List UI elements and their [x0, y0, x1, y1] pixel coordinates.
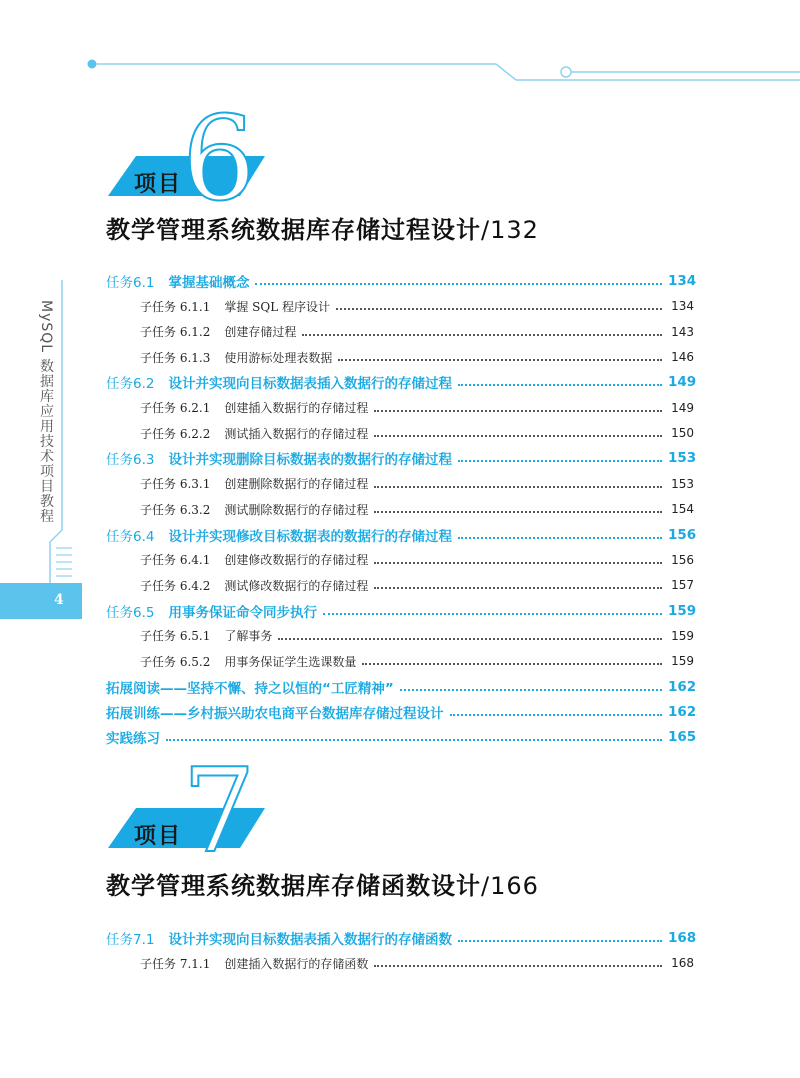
- toc-entry-label: [106, 702, 444, 722]
- toc-page-number: 153: [671, 476, 694, 491]
- toc-dot-leader: [374, 435, 662, 437]
- toc-entry-title: 设计并实现向目标数据表插入数据行的存储函数: [168, 932, 452, 948]
- toc-entry-label: [140, 653, 356, 670]
- toc-dot-leader: [450, 714, 663, 716]
- toc-page-number: 143: [671, 324, 694, 339]
- toc-page-number: 156: [668, 526, 697, 543]
- toc-entry-title: 创建删除数据行的存储过程: [224, 477, 369, 492]
- toc-dot-leader: [336, 308, 662, 310]
- toc-dot-leader: [374, 965, 662, 967]
- toc-entry-label: [140, 551, 368, 568]
- toc-subtask-entry[interactable]: [140, 650, 694, 672]
- toc-entry-code: 子任务 7.1.1: [140, 956, 211, 971]
- toc-entry-title: 测试插入数据行的存储过程: [224, 426, 369, 441]
- toc-entry-label: [106, 271, 249, 291]
- toc-subtask-entry[interactable]: [140, 295, 694, 317]
- project-label: 项目: [134, 824, 183, 849]
- toc-page-number: 154: [671, 502, 694, 517]
- toc-task-entry[interactable]: [106, 447, 697, 469]
- toc-subtask-entry[interactable]: [140, 321, 694, 343]
- toc-dot-leader: [338, 359, 662, 361]
- toc-subtask-entry[interactable]: [140, 952, 694, 974]
- toc-page-number: 153: [668, 450, 697, 467]
- toc-page-number: 149: [671, 400, 694, 415]
- toc-subtask-entry[interactable]: [140, 346, 694, 368]
- toc-dot-leader: [302, 334, 662, 336]
- toc-dot-leader: [458, 940, 662, 942]
- toc-dot-leader: [166, 739, 662, 741]
- toc-entry-code: 子任务 6.1.2: [140, 325, 211, 340]
- toc-entry-title: 创建修改数据行的存储过程: [224, 553, 369, 568]
- toc-entry-title: 掌握基础概念: [168, 275, 250, 291]
- toc-task-entry[interactable]: [106, 701, 697, 723]
- toc-entry-title: 拓展训练——乡村振兴助农电商平台数据库存储过程设计: [106, 705, 444, 722]
- toc-subtask-entry[interactable]: [140, 422, 694, 444]
- toc-entry-code: 任务6.4: [106, 528, 155, 545]
- toc-task-entry[interactable]: [106, 371, 697, 393]
- toc-page-number: 165: [668, 729, 697, 746]
- toc-dot-leader: [278, 638, 662, 640]
- toc-page-number: 168: [671, 956, 694, 971]
- toc-entry-label: [140, 323, 296, 340]
- toc-dot-leader: [374, 562, 662, 564]
- project-7-banner: [0, 744, 800, 879]
- toc-page-number: 159: [668, 602, 697, 619]
- toc-entry-label: [106, 372, 452, 392]
- page-number: 4: [54, 592, 64, 608]
- toc-subtask-entry[interactable]: [140, 498, 694, 520]
- toc-entry-title: 设计并实现删除目标数据表的数据行的存储过程: [168, 452, 452, 469]
- toc-subtask-entry[interactable]: [140, 574, 694, 596]
- toc-entry-code: 任务6.5: [106, 604, 155, 621]
- toc-task-entry[interactable]: [106, 600, 697, 622]
- toc-entry-label: [140, 349, 332, 366]
- toc-entry-label: [106, 448, 452, 468]
- toc-subtask-entry[interactable]: [140, 549, 694, 571]
- toc-entry-label: [106, 928, 452, 948]
- toc-entry-label: [106, 727, 160, 747]
- toc-entry-label: [140, 501, 368, 518]
- toc-dot-leader: [362, 663, 662, 665]
- project-6-banner: [0, 92, 800, 227]
- toc-page-number: 159: [671, 628, 694, 643]
- toc-entry-title: 测试修改数据行的存储过程: [224, 578, 369, 593]
- page-number-tab: [0, 583, 82, 619]
- toc-entry-title: 拓展阅读——坚持不懈、持之以恒的“工匠精神”: [106, 680, 394, 697]
- toc-page-number: 157: [671, 578, 694, 593]
- toc-entry-title: 设计并实现修改目标数据表的数据行的存储过程: [168, 528, 452, 545]
- toc-page-number: 162: [668, 678, 697, 695]
- toc-entry-code: 子任务 6.1.3: [140, 350, 211, 365]
- toc-dot-leader: [323, 613, 662, 615]
- toc-entry-label: [106, 525, 452, 545]
- project-label: 项目: [134, 172, 183, 197]
- toc-task-entry[interactable]: [106, 270, 697, 292]
- toc-entry-code: 子任务 6.2.2: [140, 426, 211, 441]
- toc-dot-leader: [458, 460, 662, 462]
- toc-entry-label: [140, 955, 368, 972]
- toc-entry-code: 子任务 6.3.2: [140, 502, 211, 517]
- toc-dot-leader: [374, 410, 662, 412]
- toc-dot-leader: [374, 587, 662, 589]
- toc-entry-code: 子任务 6.3.1: [140, 477, 211, 492]
- toc-entry-label: [140, 298, 330, 315]
- toc-dot-leader: [458, 384, 662, 386]
- toc-entry-code: 任务7.1: [106, 932, 155, 948]
- toc-entry-title: 用事务保证命令同步执行: [168, 604, 317, 621]
- toc-entry-title: 实践练习: [106, 731, 160, 748]
- toc-task-entry[interactable]: [106, 524, 697, 546]
- toc-entry-label: [140, 627, 272, 644]
- toc-entry-code: 子任务 6.5.1: [140, 629, 211, 644]
- toc-task-entry[interactable]: [106, 927, 697, 949]
- top-decoration: [0, 0, 800, 100]
- toc-subtask-entry[interactable]: [140, 473, 694, 495]
- toc-entry-code: 子任务 6.1.1: [140, 299, 211, 314]
- toc-entry-title: 设计并实现向目标数据表插入数据行的存储过程: [168, 376, 452, 393]
- book-title: MySQL 数据库应用技术项目教程: [38, 300, 54, 524]
- toc-page-number: 134: [671, 299, 694, 314]
- toc-entry-code: 任务6.1: [106, 275, 155, 291]
- chapter-title: 教学管理系统数据库存储函数设计/166: [106, 872, 539, 900]
- toc-entry-title: 掌握 SQL 程序设计: [224, 299, 331, 314]
- toc-entry-label: [140, 425, 368, 442]
- toc-dot-leader: [374, 511, 662, 513]
- toc-entry-code: 任务6.3: [106, 452, 155, 469]
- project-number: 7: [182, 744, 256, 879]
- toc-page-number: 149: [668, 374, 697, 391]
- toc-entry-code: 子任务 6.2.1: [140, 401, 211, 416]
- toc-dot-leader: [374, 486, 662, 488]
- toc-subtask-entry[interactable]: [140, 625, 694, 647]
- toc-entry-title: 创建插入数据行的存储函数: [224, 956, 369, 971]
- toc-entry-label: [140, 475, 368, 492]
- toc-dot-leader: [255, 283, 662, 285]
- toc-dot-leader: [400, 689, 662, 691]
- toc-dot-leader: [458, 537, 662, 539]
- toc-entry-code: 子任务 6.5.2: [140, 654, 211, 669]
- toc-entry-label: [106, 677, 394, 697]
- toc-entry-title: 创建存储过程: [224, 325, 297, 340]
- chapter-title: 教学管理系统数据库存储过程设计/132: [106, 216, 539, 244]
- toc-entry-title: 了解事务: [224, 629, 273, 644]
- toc-entry-code: 任务6.2: [106, 376, 155, 393]
- toc-entry-code: 子任务 6.4.1: [140, 553, 211, 568]
- toc-entry-label: [106, 601, 317, 621]
- project-number: 6: [182, 92, 256, 227]
- toc-subtask-entry[interactable]: [140, 397, 694, 419]
- toc-entry-title: 使用游标处理表数据: [224, 350, 333, 365]
- toc-entry-label: [140, 577, 368, 594]
- toc-page-number: 168: [668, 930, 697, 946]
- toc-entry-title: 创建插入数据行的存储过程: [224, 401, 369, 416]
- toc-entry-label: [140, 399, 368, 416]
- toc-page-number: 146: [671, 350, 694, 365]
- toc-page-number: 162: [668, 703, 697, 720]
- toc-entry-title: 测试删除数据行的存储过程: [224, 502, 369, 517]
- toc-page-number: 134: [668, 273, 697, 289]
- toc-entry-code: 子任务 6.4.2: [140, 578, 211, 593]
- toc-task-entry[interactable]: [106, 676, 697, 698]
- toc-page-number: 156: [671, 552, 694, 567]
- toc-entry-title: 用事务保证学生选课数量: [224, 654, 357, 669]
- toc-page-number: 150: [671, 426, 694, 441]
- toc-page-number: 159: [671, 654, 694, 669]
